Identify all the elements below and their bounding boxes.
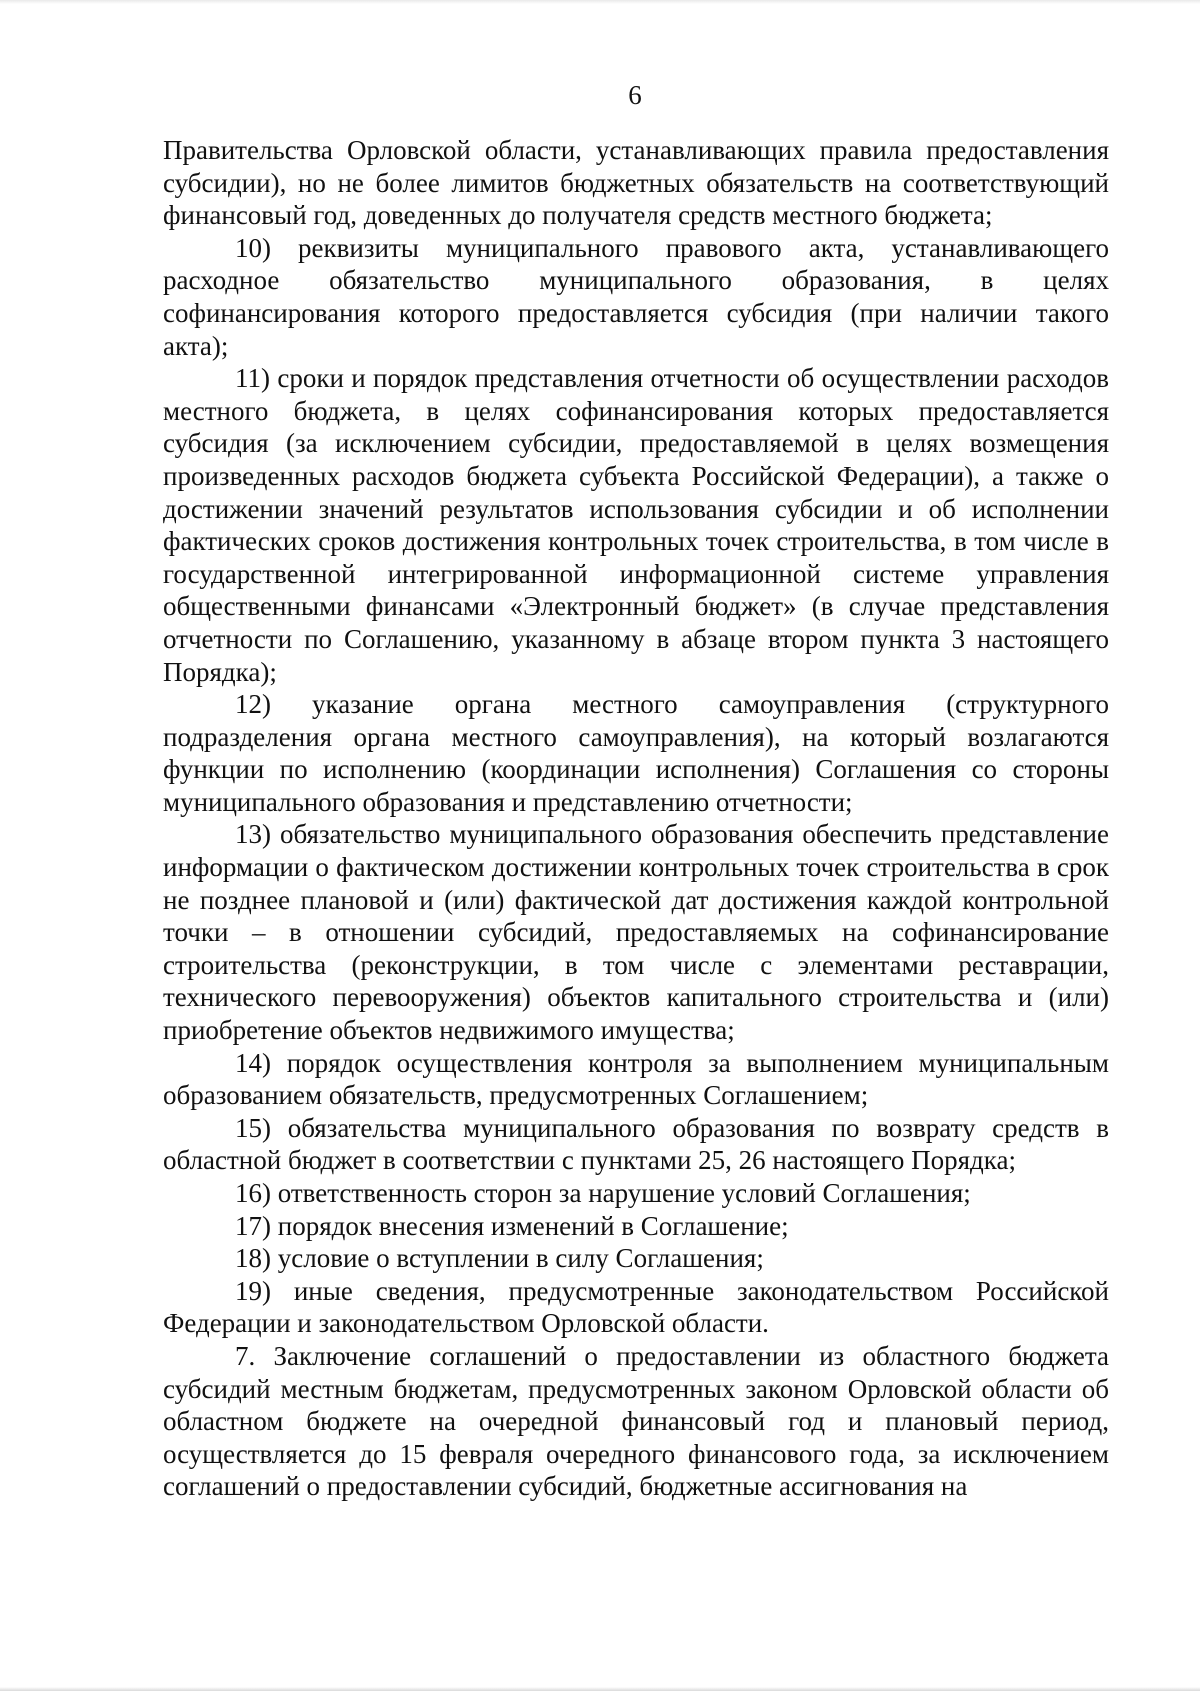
paragraph-item-19: 19) иные сведения, предусмотренные законодательством Российской Федерации и законодательством Орловской области. bbox=[163, 1275, 1109, 1339]
paragraph-section-7: 7. Заключение соглашений о предоставлении из областного бюджета субсидий местным бюджетам, предусмотренных законом Орловской области об областном бюджете на очередной финансовый год и плановый период, осуществляется до 15 февраля очередного финансового года, за исключением соглашений о предоставлении субсидий, бюджетные ассигнования на bbox=[163, 1340, 1109, 1502]
paragraph-item-10: 10) реквизиты муниципального правового акта, устанавливающего расходное обязательство муниципального образования, в целях софинансирования которого предоставляется субсидия (при наличии такого акта); bbox=[163, 232, 1109, 361]
page-number: 6 bbox=[628, 80, 642, 110]
paragraph-continuation: Правительства Орловской области, устанавливающих правила предоставления субсидии), но не более лимитов бюджетных обязательств на соответствующий финансовый год, доведенных до получателя средств местного бюджета; bbox=[163, 135, 1109, 231]
paragraph-item-14: 14) порядок осуществления контроля за выполнением муниципальным образованием обязательств, предусмотренных Соглашением; bbox=[163, 1047, 1109, 1111]
paragraph-item-16: 16) ответственность сторон за нарушение условий Соглашения; bbox=[235, 1178, 971, 1208]
scan-bottom-edge bbox=[0, 1687, 1200, 1691]
paragraph-item-12: 12) указание органа местного самоуправления (структурного подразделения органа местного самоуправления), на который возлагаются функции по исполнению (координации исполнения) Соглашения со стороны муниципального образования и представлению отчетности; bbox=[163, 689, 1109, 817]
paragraph-item-18: 18) условие о вступлении в силу Соглашения; bbox=[235, 1243, 764, 1274]
document-body bbox=[163, 134, 1109, 1503]
paragraph-item-15: 15) обязательства муниципального образования по возврату средств в областной бюджет в соответствии с пунктами 25, 26 настоящего Порядка; bbox=[163, 1112, 1109, 1176]
scan-top-edge bbox=[0, 0, 1200, 4]
paragraph-item-13: 13) обязательство муниципального образования обеспечить представление информации о фактическом достижении контрольных точек строительства в срок не позднее плановой и (или) фактической дат достижения каждой контрольной точки – в отношении субсидий, предоставляемых на софинансирование строительства (реконструкции, в том числе с элементами реставрации, технического перевооружения) объектов капитального строительства и (или) приобретение объектов недвижимого имущества; bbox=[163, 819, 1109, 1046]
paragraph-item-11: 11) сроки и порядок представления отчетности об осуществлении расходов местного бюджета, в целях софинансирования которых предоставляется субсидия (за исключением субсидии, предоставляемой в целях возмещения произведенных расходов бюджета субъекта Российской Федерации), а также о достижении значений результатов использования субсидии и об исполнении фактических сроков достижения контрольных точек строительства, в том числе в государственной интегрированной информационной системе управления общественными финансами «Электронный бюджет» (в случае представления отчетности по Соглашению, указанному в абзаце втором пункта 3 настоящего Порядка); bbox=[163, 363, 1109, 687]
paragraph-item-17: 17) порядок внесения изменений в Соглашение; bbox=[235, 1210, 789, 1241]
